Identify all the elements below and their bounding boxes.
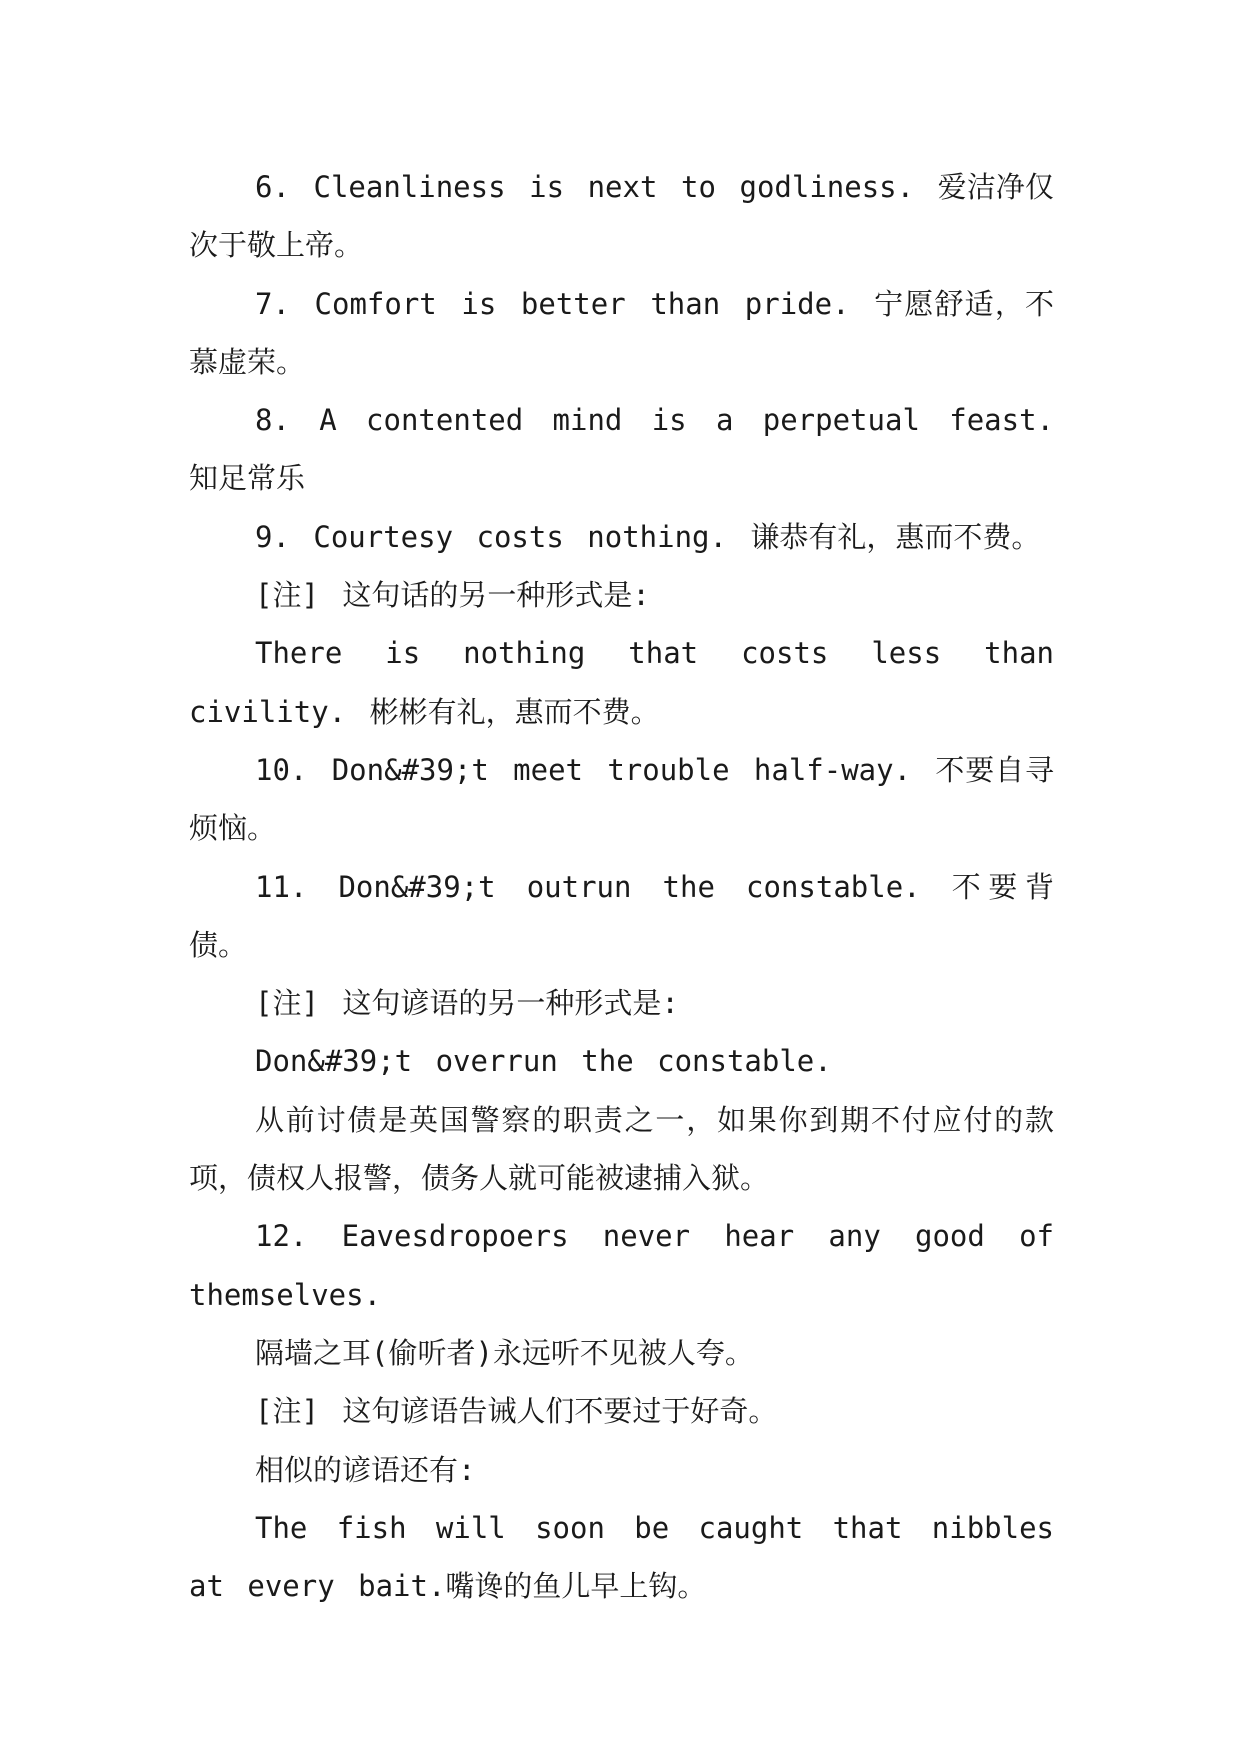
similar-proverb: The fish will soon be caught that nibbles at every bait.嘴谗的鱼儿早上钩。 <box>189 1510 1054 1604</box>
proverb-11-variant: Don&#39;t overrun the constable. <box>255 1044 832 1079</box>
proverb-7: 7. Comfort is better than pride. 宁愿舒适，不慕虚荣。 <box>189 286 1054 379</box>
note-11: [注] 这句谚语的另一种形式是: <box>255 986 679 1021</box>
note-9: [注] 这句话的另一种形式是: <box>255 578 650 613</box>
proverb-11: 11. Don&#39;t outrun the constable. 不要背债。 <box>189 869 1054 962</box>
proverb-6: 6. Cleanliness is next to godliness. 爱洁净仅次于敬上帝。 <box>189 170 1054 263</box>
proverb-12-translation: 隔墙之耳(偷听者)永远听不见被人夸。 <box>255 1335 754 1370</box>
note-12: [注] 这句谚语告诫人们不要过于好奇。 <box>255 1394 778 1429</box>
proverb-11-explanation: 从前讨债是英国警察的职责之一，如果你到期不付应付的款项，债权人报警，债务人就可能被逮捕入狱。 <box>189 1102 1054 1196</box>
proverb-10: 10. Don&#39;t meet trouble half-way. 不要自寻烦恼。 <box>189 752 1054 846</box>
proverb-12: 12. Eavesdropoers never hear any good of themselves. <box>189 1219 1054 1312</box>
similar-proverbs-intro: 相似的谚语还有: <box>255 1452 476 1487</box>
proverb-8: 8. A contented mind is a perpetual feast. 知足常乐 <box>189 403 1054 496</box>
proverb-9-variant: There is nothing that costs less than civility. 彬彬有礼，惠而不费。 <box>189 636 1054 729</box>
proverb-9: 9. Courtesy costs nothing. 谦恭有礼，惠而不费。 <box>255 519 1041 554</box>
document-body <box>189 158 1054 1615</box>
